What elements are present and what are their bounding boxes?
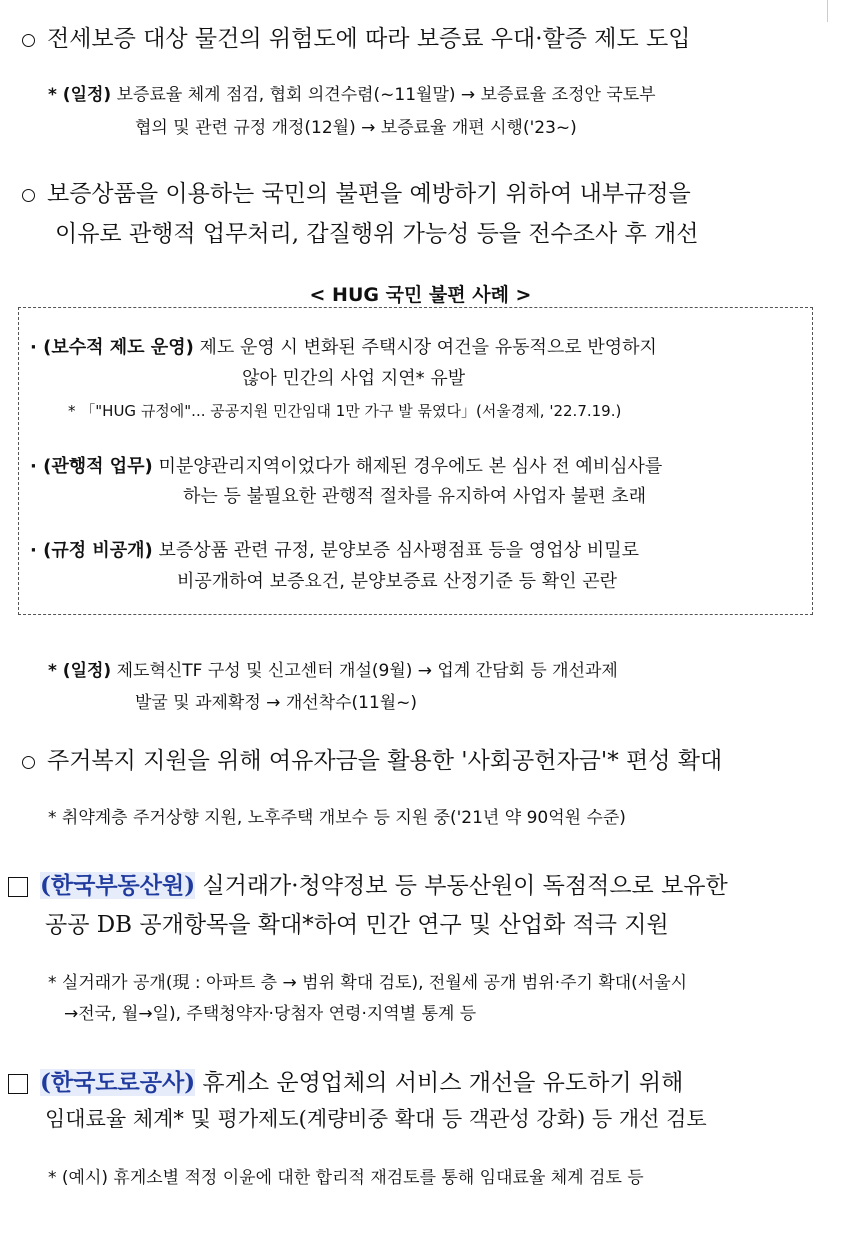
- schedule-label: * (일정): [48, 85, 112, 105]
- section1-text: 전세보증 대상 물건의 위험도에 따라 보증료 우대·할증 제도 도입: [47, 26, 691, 52]
- case1-note: * 「"HUG 규정에"... 공공지원 민간임대 1만 가구 발 묶였다」(서울경제, '22.7.19.): [68, 402, 622, 420]
- section1-schedule-line2: 협의 및 관련 규정 개정(12월) → 보증료율 개편 시행('23~): [135, 118, 577, 138]
- case3-label: · (규정 비공개): [30, 540, 153, 561]
- square-checkbox-icon: [8, 877, 28, 897]
- section4-text1: 실거래가·청약정보 등 부동산원이 독점적으로 보유한: [202, 873, 728, 899]
- case1-text: 제도 운영 시 변화된 주택시장 여건을 유동적으로 반영하지: [199, 337, 657, 358]
- case2-line2: 하는 등 불필요한 관행적 절차를 유지하여 사업자 불편 초래: [183, 486, 647, 507]
- case2-text: 미분양관리지역이었다가 해제된 경우에도 본 심사 전 예비심사를: [158, 456, 663, 477]
- section3-note: * 취약계층 주거상향 지원, 노후주택 개보수 등 지원 중('21년 약 90억원 수준): [48, 808, 626, 828]
- case3-line1: [30, 536, 639, 562]
- case1-line1: [30, 333, 657, 359]
- square-checkbox-icon: [8, 1074, 28, 1094]
- section5-note: * (예시) 휴게소별 적정 이윤에 대한 합리적 재검토를 통해 임대료율 체계 검토 등: [48, 1168, 644, 1188]
- case3-text: 보증상품 관련 규정, 분양보증 심사평점표 등을 영업상 비밀로: [158, 540, 639, 561]
- section2-schedule-line2: 발굴 및 과제확정 → 개선착수(11월~): [135, 693, 418, 713]
- section4-heading-line1: [8, 867, 728, 900]
- section1-heading: [22, 20, 690, 53]
- section4-note-line1: * 실거래가 공개(現 : 아파트 층 → 범위 확대 검토), 전월세 공개 범위·주기 확대(서울시: [48, 973, 688, 993]
- case1-line2: 않아 민간의 사업 지연* 유발: [242, 368, 466, 389]
- section5-heading-line1: [8, 1064, 683, 1097]
- section5-heading-line2: 임대료율 체계* 및 평가제도(계량비중 확대 등 객관성 강화) 등 개선 검토: [45, 1107, 707, 1131]
- circle-bullet-icon: [22, 189, 35, 202]
- section3-text: 주거복지 지원을 위해 여유자금을 활용한 '사회공헌자금'* 편성 확대: [47, 748, 723, 774]
- circle-bullet-icon: [22, 34, 35, 47]
- case2-label: · (관행적 업무): [30, 456, 153, 477]
- case2-line1: [30, 452, 662, 478]
- org-kec: (한국도로공사): [40, 1069, 196, 1096]
- case3-line2: 비공개하여 보증요건, 분양보증료 산정기준 등 확인 곤란: [177, 571, 617, 592]
- schedule-text: 제도혁신TF 구성 및 신고센터 개설(9월) → 업계 간담회 등 개선과제: [116, 661, 618, 681]
- case1-label: · (보수적 제도 운영): [30, 337, 194, 358]
- circle-bullet-icon: [22, 756, 35, 769]
- schedule-label: * (일정): [48, 661, 112, 681]
- org-kab: (한국부동산원): [40, 872, 196, 899]
- section5-text1: 휴게소 운영업체의 서비스 개선을 유도하기 위해: [202, 1070, 684, 1096]
- schedule-text: 보증료율 체계 점검, 협회 의견수렴(~11월말) → 보증료율 조정안 국토부: [116, 85, 656, 105]
- section1-schedule-line1: [48, 80, 656, 105]
- cases-title: < HUG 국민 불편 사례 >: [309, 284, 532, 306]
- section2-text1: 보증상품을 이용하는 국민의 불편을 예방하기 위하여 내부규정을: [47, 181, 691, 207]
- section4-note-line2: →전국, 월→일), 주택청약자·당첨자 연령·지역별 통계 등: [64, 1004, 477, 1024]
- section2-heading-line2: 이유로 관행적 업무처리, 갑질행위 가능성 등을 전수조사 후 개선: [55, 221, 699, 247]
- section2-schedule-line1: [48, 656, 618, 681]
- section2-heading-line1: [22, 175, 691, 208]
- section3-heading: [22, 742, 722, 775]
- page-corner-mark: [827, 0, 831, 22]
- section4-heading-line2: 공공 DB 공개항목을 확대*하여 민간 연구 및 산업화 적극 지원: [45, 912, 669, 938]
